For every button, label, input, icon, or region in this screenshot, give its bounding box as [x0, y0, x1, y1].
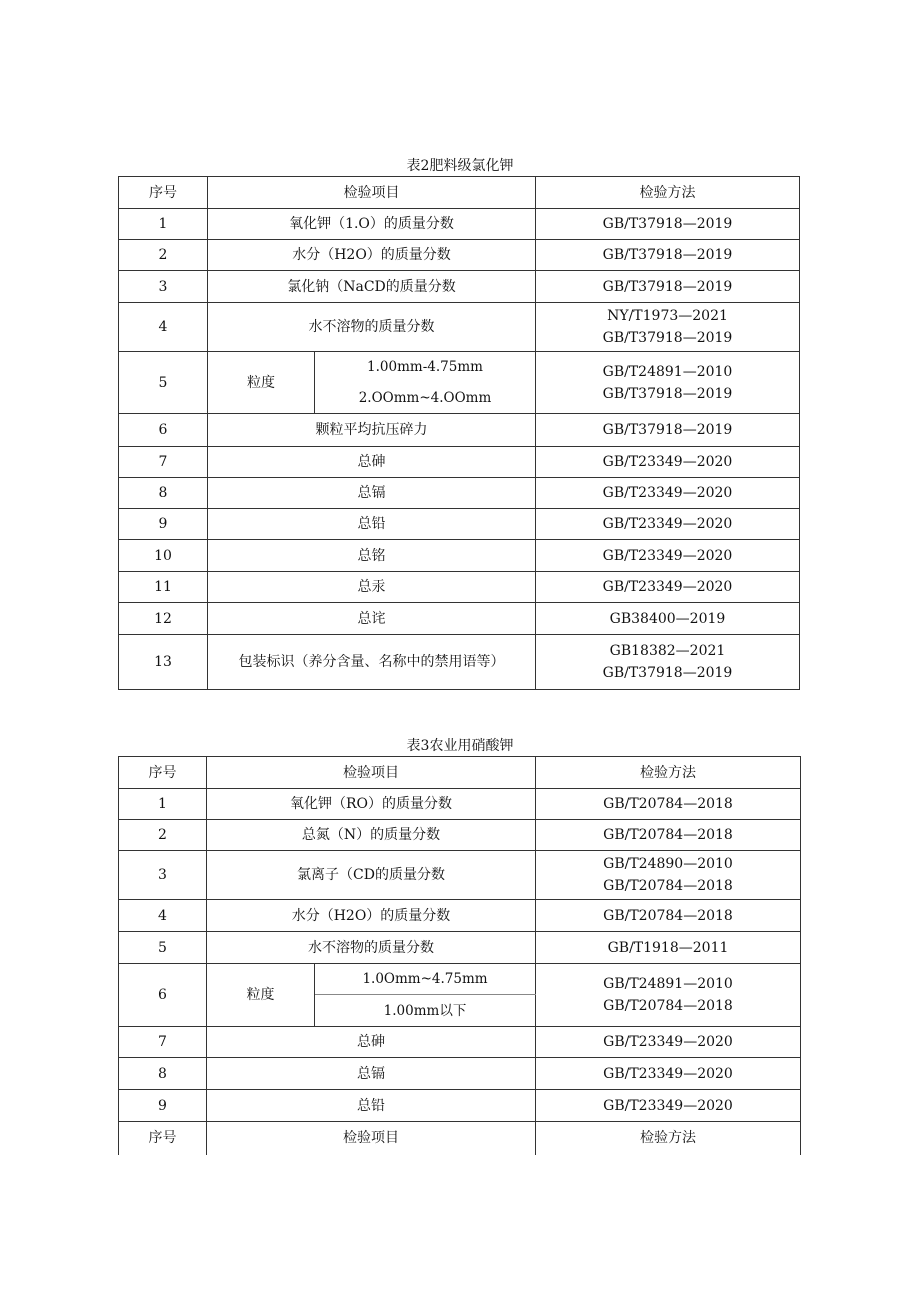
- method-line: NY/T1973—2021: [607, 308, 728, 324]
- row-method: GB/T20784—2018: [536, 900, 801, 932]
- table-row: [119, 1058, 801, 1090]
- method-line: GB/T24891—2010: [602, 363, 733, 380]
- row-item: 包装标识（养分含量、名称中的禁用语等）: [208, 635, 536, 690]
- table-row: [119, 789, 801, 820]
- method-line: GB18382—2021: [609, 643, 726, 659]
- row-no: 5: [119, 352, 208, 414]
- row-no: 12: [119, 603, 208, 635]
- table2-caption: 表2肥料级氯化钾: [406, 158, 514, 174]
- row-method: GB/T1918—2011: [536, 932, 801, 964]
- header-item: 检验项目: [207, 757, 536, 789]
- row-no: 6: [119, 414, 208, 447]
- table-row: [119, 964, 801, 995]
- table3-caption: 表3农业用硝酸钾: [406, 738, 514, 754]
- row-method: GB/T23349—2020: [536, 540, 800, 572]
- row-method: GB/T23349—2020: [536, 478, 800, 509]
- method-line: GB/T24890—2010: [603, 856, 733, 872]
- row-item: 总铅: [208, 509, 536, 540]
- row-item: 水分（H2O）的质量分数: [207, 900, 536, 932]
- row-item: 氧化钾（RO）的质量分数: [207, 789, 536, 820]
- table-row: [119, 509, 800, 540]
- row-no: 9: [119, 1090, 207, 1122]
- table2: [118, 176, 800, 690]
- row-subitem: 1.00mm-4.75mm: [315, 352, 536, 383]
- row-subitem: 1.0Omm~4.75mm: [315, 964, 536, 995]
- table-row: [119, 209, 800, 240]
- row-no: 8: [119, 1058, 207, 1090]
- row-method: GB/T23349—2020: [536, 509, 800, 540]
- table-row: [119, 635, 800, 690]
- row-no: 5: [119, 932, 207, 964]
- table3: [118, 756, 801, 1155]
- row-no: 3: [119, 271, 208, 303]
- row-item: 总镉: [208, 478, 536, 509]
- row-subitem: 1.00mm以下: [315, 995, 536, 1027]
- row-item: 总氮（N）的质量分数: [207, 820, 536, 851]
- header-no: 序号: [119, 177, 208, 209]
- row-no: 6: [119, 964, 207, 1027]
- row-method: [536, 851, 801, 900]
- row-no: 7: [119, 1027, 207, 1058]
- row-item: 水分（H2O）的质量分数: [208, 240, 536, 271]
- row-item: 水不溶物的质量分数: [208, 303, 536, 352]
- table-row: [119, 1027, 801, 1058]
- table-row: [119, 447, 800, 478]
- header-no: 序号: [119, 1122, 207, 1155]
- row-item: 颗粒平均抗压碎力: [208, 414, 536, 447]
- row-method: [536, 303, 800, 352]
- row-method: GB/T37918—2019: [536, 271, 800, 303]
- row-no: 11: [119, 572, 208, 603]
- header-method: 检验方法: [536, 1122, 801, 1155]
- header-item: 检验项目: [207, 1122, 536, 1155]
- method-line: GB/T37918—2019: [602, 330, 733, 346]
- header-no: 序号: [119, 757, 207, 789]
- row-no: 4: [119, 900, 207, 932]
- row-method: GB38400—2019: [536, 603, 800, 635]
- row-item: 氧化钾（1.O）的质量分数: [208, 209, 536, 240]
- row-no: 1: [119, 209, 208, 240]
- row-method: GB/T23349—2020: [536, 1058, 801, 1090]
- row-method: GB/T23349—2020: [536, 447, 800, 478]
- row-method: [536, 964, 801, 1027]
- table-row: [119, 572, 800, 603]
- method-line: GB/T24891—2010: [603, 976, 733, 992]
- row-item: 总铭: [208, 540, 536, 572]
- table-row: [119, 478, 800, 509]
- row-method: [536, 352, 800, 414]
- row-method: GB/T20784—2018: [536, 789, 801, 820]
- row-item: 总汞: [208, 572, 536, 603]
- table-row: [119, 303, 800, 352]
- row-method: GB/T37918—2019: [536, 414, 800, 447]
- row-no: 2: [119, 240, 208, 271]
- table-row: [119, 900, 801, 932]
- row-no: 8: [119, 478, 208, 509]
- row-method: GB/T37918—2019: [536, 209, 800, 240]
- row-method: [536, 635, 800, 690]
- row-method: GB/T23349—2020: [536, 572, 800, 603]
- header-item: 检验项目: [208, 177, 536, 209]
- row-no: 1: [119, 789, 207, 820]
- row-subitem: 2.OOmm~4.OOmm: [315, 383, 536, 414]
- table-row: [119, 1090, 801, 1122]
- row-item: 总铅: [207, 1090, 536, 1122]
- method-line: GB/T20784—2018: [603, 998, 733, 1014]
- row-no: 9: [119, 509, 208, 540]
- table-row: [119, 932, 801, 964]
- table-row: [119, 820, 801, 851]
- table-header-row: [119, 757, 801, 789]
- row-method: GB/T23349—2020: [536, 1090, 801, 1122]
- row-no: 4: [119, 303, 208, 352]
- method-line: GB/T37918—2019: [602, 665, 733, 681]
- row-item: 总砷: [208, 447, 536, 478]
- row-method: GB/T20784—2018: [536, 820, 801, 851]
- table-row: [119, 851, 801, 900]
- table-row: [119, 352, 800, 383]
- row-item: 粒度: [208, 352, 315, 414]
- row-item: 水不溶物的质量分数: [207, 932, 536, 964]
- row-no: 10: [119, 540, 208, 572]
- row-item: 总镉: [207, 1058, 536, 1090]
- row-item: 氯离子（CD的质量分数: [207, 851, 536, 900]
- row-no: 3: [119, 851, 207, 900]
- row-item: 粒度: [207, 964, 315, 1027]
- method-line: GB/T20784—2018: [603, 878, 733, 894]
- table-header-row: [119, 177, 800, 209]
- table-row: [119, 271, 800, 303]
- table-row: [119, 603, 800, 635]
- method-line: GB/T37918—2019: [602, 385, 733, 402]
- row-item: 总砷: [207, 1027, 536, 1058]
- row-method: GB/T37918—2019: [536, 240, 800, 271]
- row-method: GB/T23349—2020: [536, 1027, 801, 1058]
- header-method: 检验方法: [536, 757, 801, 789]
- row-no: 2: [119, 820, 207, 851]
- table-header-row-repeat: [119, 1122, 801, 1155]
- header-method: 检验方法: [536, 177, 800, 209]
- table-row: [119, 540, 800, 572]
- table-row: [119, 414, 800, 447]
- row-no: 13: [119, 635, 208, 690]
- row-item: 氯化钠（NaCD的质量分数: [208, 271, 536, 303]
- row-no: 7: [119, 447, 208, 478]
- table-row: [119, 240, 800, 271]
- row-item: 总诧: [208, 603, 536, 635]
